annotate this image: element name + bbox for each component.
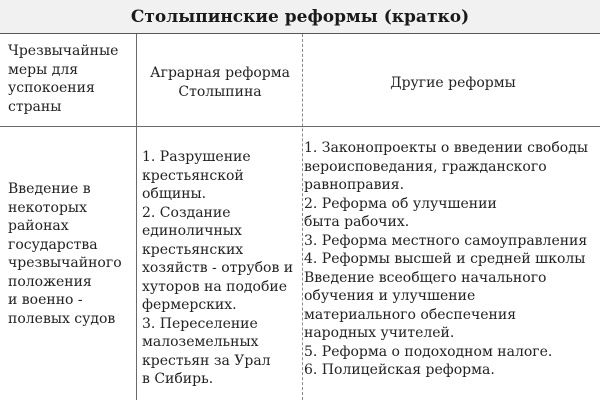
header-line: страны [8, 98, 62, 115]
cell-line: некоторых [8, 199, 87, 216]
cell-line: равноправия. [304, 177, 405, 193]
header-cell-other-reforms [306, 74, 600, 93]
cell-line: крестьянской [142, 167, 244, 184]
cell-line: фермерских. [142, 297, 237, 313]
cell-emergency-measures [8, 180, 136, 328]
column-divider-1 [136, 34, 137, 400]
cell-line: крестьянских [142, 241, 244, 258]
cell-agrarian-reform [142, 148, 300, 389]
cell-line: общины. [142, 186, 207, 202]
cell-line: 3. Реформа местного самоуправления [304, 232, 588, 249]
cell-line: полевых судов [8, 310, 116, 327]
cell-line: в Сибирь. [142, 371, 214, 387]
cell-line: 1. Разрушение [142, 149, 251, 165]
header-line: Столыпина [178, 83, 262, 100]
header-cell-agrarian-reform [138, 64, 302, 101]
cell-line: 3. Переселение [142, 315, 258, 332]
cell-line: и военно - [8, 292, 83, 308]
cell-line: районах [8, 218, 69, 234]
cell-line: Введение всеобщего начального [304, 269, 547, 286]
cell-line: положения [8, 273, 92, 290]
cell-line: государства [8, 236, 98, 253]
cell-line: 4. Реформы высшей и средней школы [304, 251, 586, 267]
cell-line: 2. Реформа об улучшении [304, 195, 497, 212]
cell-line: хуторов на подобие [142, 278, 288, 295]
cell-line: 6. Полицейская реформа. [304, 362, 495, 378]
cell-line: вероисповедания, гражданского [304, 158, 547, 175]
cell-line: единоличных [142, 223, 242, 239]
header-line: Другие реформы [390, 75, 516, 91]
header-line: меры для [8, 61, 79, 78]
cell-line: Введение в [8, 181, 91, 197]
cell-line: обучения и улучшение [304, 288, 476, 304]
cell-line: крестьян за Урал [142, 352, 271, 369]
cell-line: хозяйств - отрубов и [142, 260, 294, 276]
header-row-divider [0, 126, 600, 127]
header-line: Аграрная реформа [150, 65, 290, 81]
cell-line: малоземельных [142, 334, 259, 350]
cell-line: чрезвычайного [8, 255, 122, 271]
cell-line: народных учителей. [304, 325, 455, 341]
cell-line: материального обеспечения [304, 306, 517, 323]
cell-line: 2. Создание [142, 204, 231, 221]
cell-other-reforms [304, 139, 598, 380]
column-divider-2 [302, 34, 303, 400]
cell-line: 5. Реформа о подоходном налоге. [304, 343, 553, 360]
header-line: Чрезвычайные [8, 43, 119, 59]
header-line: успокоения [8, 80, 95, 96]
header-cell-emergency-measures [8, 42, 136, 116]
cell-line: 1. Законопроекты о введении свободы [304, 140, 588, 156]
page-title: Столыпинские реформы (кратко) [0, 0, 600, 34]
cell-line: быта рабочих. [304, 214, 410, 230]
